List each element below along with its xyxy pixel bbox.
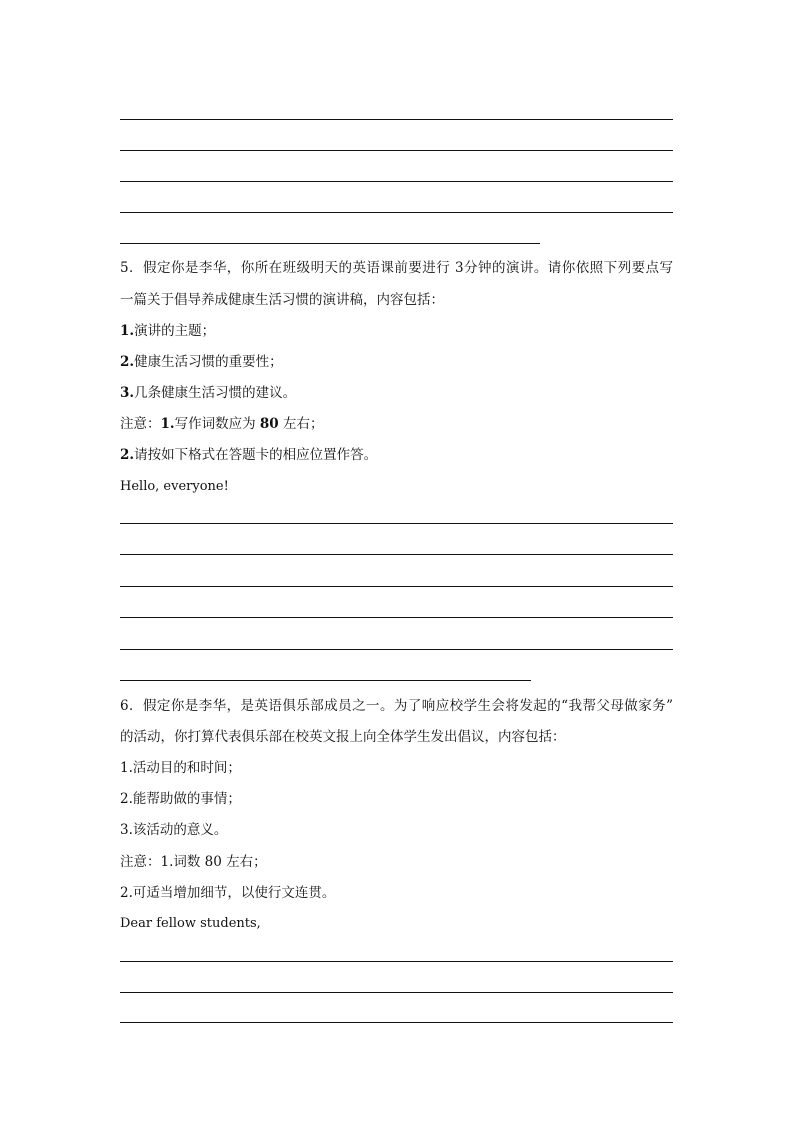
answer-line [120, 119, 673, 120]
q5-note-2-text: 请按如下格式在答题卡的相应位置作答。 [134, 447, 378, 463]
q5-point-3-num: 3. [120, 385, 135, 401]
answer-line [120, 961, 673, 962]
q6-point-2: 2.能帮助做的事情； [120, 791, 241, 807]
q5-note-2 [120, 446, 377, 464]
answer-line [120, 181, 673, 182]
answer-line [120, 617, 673, 618]
q6-point-3: 3.该活动的意义。 [120, 822, 228, 838]
q6-note-1: 注意：1.词数 80 左右； [120, 854, 267, 870]
answer-line [120, 212, 673, 213]
answer-line [120, 992, 673, 993]
q5-point-2-num: 2. [120, 354, 135, 370]
answer-line [120, 649, 673, 650]
answer-line-short [120, 243, 540, 244]
q6-point-1: 1.活动目的和时间； [120, 760, 241, 776]
q6-prompt-line1: 6．假定你是李华，是英语俱乐部成员之一。为了响应校学生会将发起的“我帮父母做家务” [120, 698, 673, 714]
q5-point-1-text: 演讲的主题； [134, 323, 216, 339]
q5-note-1-words: 80 [259, 416, 279, 432]
q6-prompt-line2: 的活动，你打算代表俱乐部在校英文报上向全体学生发出倡议，内容包括： [120, 729, 566, 745]
answer-line [120, 150, 673, 151]
answer-line [120, 586, 673, 587]
answer-line [120, 523, 673, 524]
answer-line-short [120, 680, 531, 681]
q5-note-1-text-a: 写作词数应为 [174, 416, 260, 432]
q5-point-3 [120, 384, 296, 402]
q5-note-1 [120, 415, 323, 433]
q5-note-1-text-b: 左右； [278, 416, 324, 432]
q5-prompt-line2: 一篇关于倡导养成健康生活习惯的演讲稿，内容包括： [120, 292, 444, 308]
q5-note-2-num: 2. [120, 447, 135, 463]
q6-greeting: Dear fellow students, [120, 916, 261, 931]
q5-note-1-num: 1. [160, 416, 175, 432]
q5-greeting: Hello, everyone! [120, 479, 229, 494]
q5-note-label: 注意： [120, 416, 161, 432]
answer-line [120, 1022, 673, 1023]
q5-prompt-line1: 5．假定你是李华，你所在班级明天的英语课前要进行 3分钟的演讲。请你依照下列要点写 [120, 260, 673, 276]
q5-point-1 [120, 322, 215, 340]
q5-point-2-text: 健康生活习惯的重要性； [134, 354, 283, 370]
answer-line [120, 554, 673, 555]
q5-point-3-text: 几条健康生活习惯的建议。 [134, 385, 297, 401]
q5-point-1-num: 1. [120, 323, 135, 339]
q5-point-2 [120, 353, 283, 371]
q6-note-2: 2.可适当增加细节，以使行文连贯。 [120, 885, 336, 901]
